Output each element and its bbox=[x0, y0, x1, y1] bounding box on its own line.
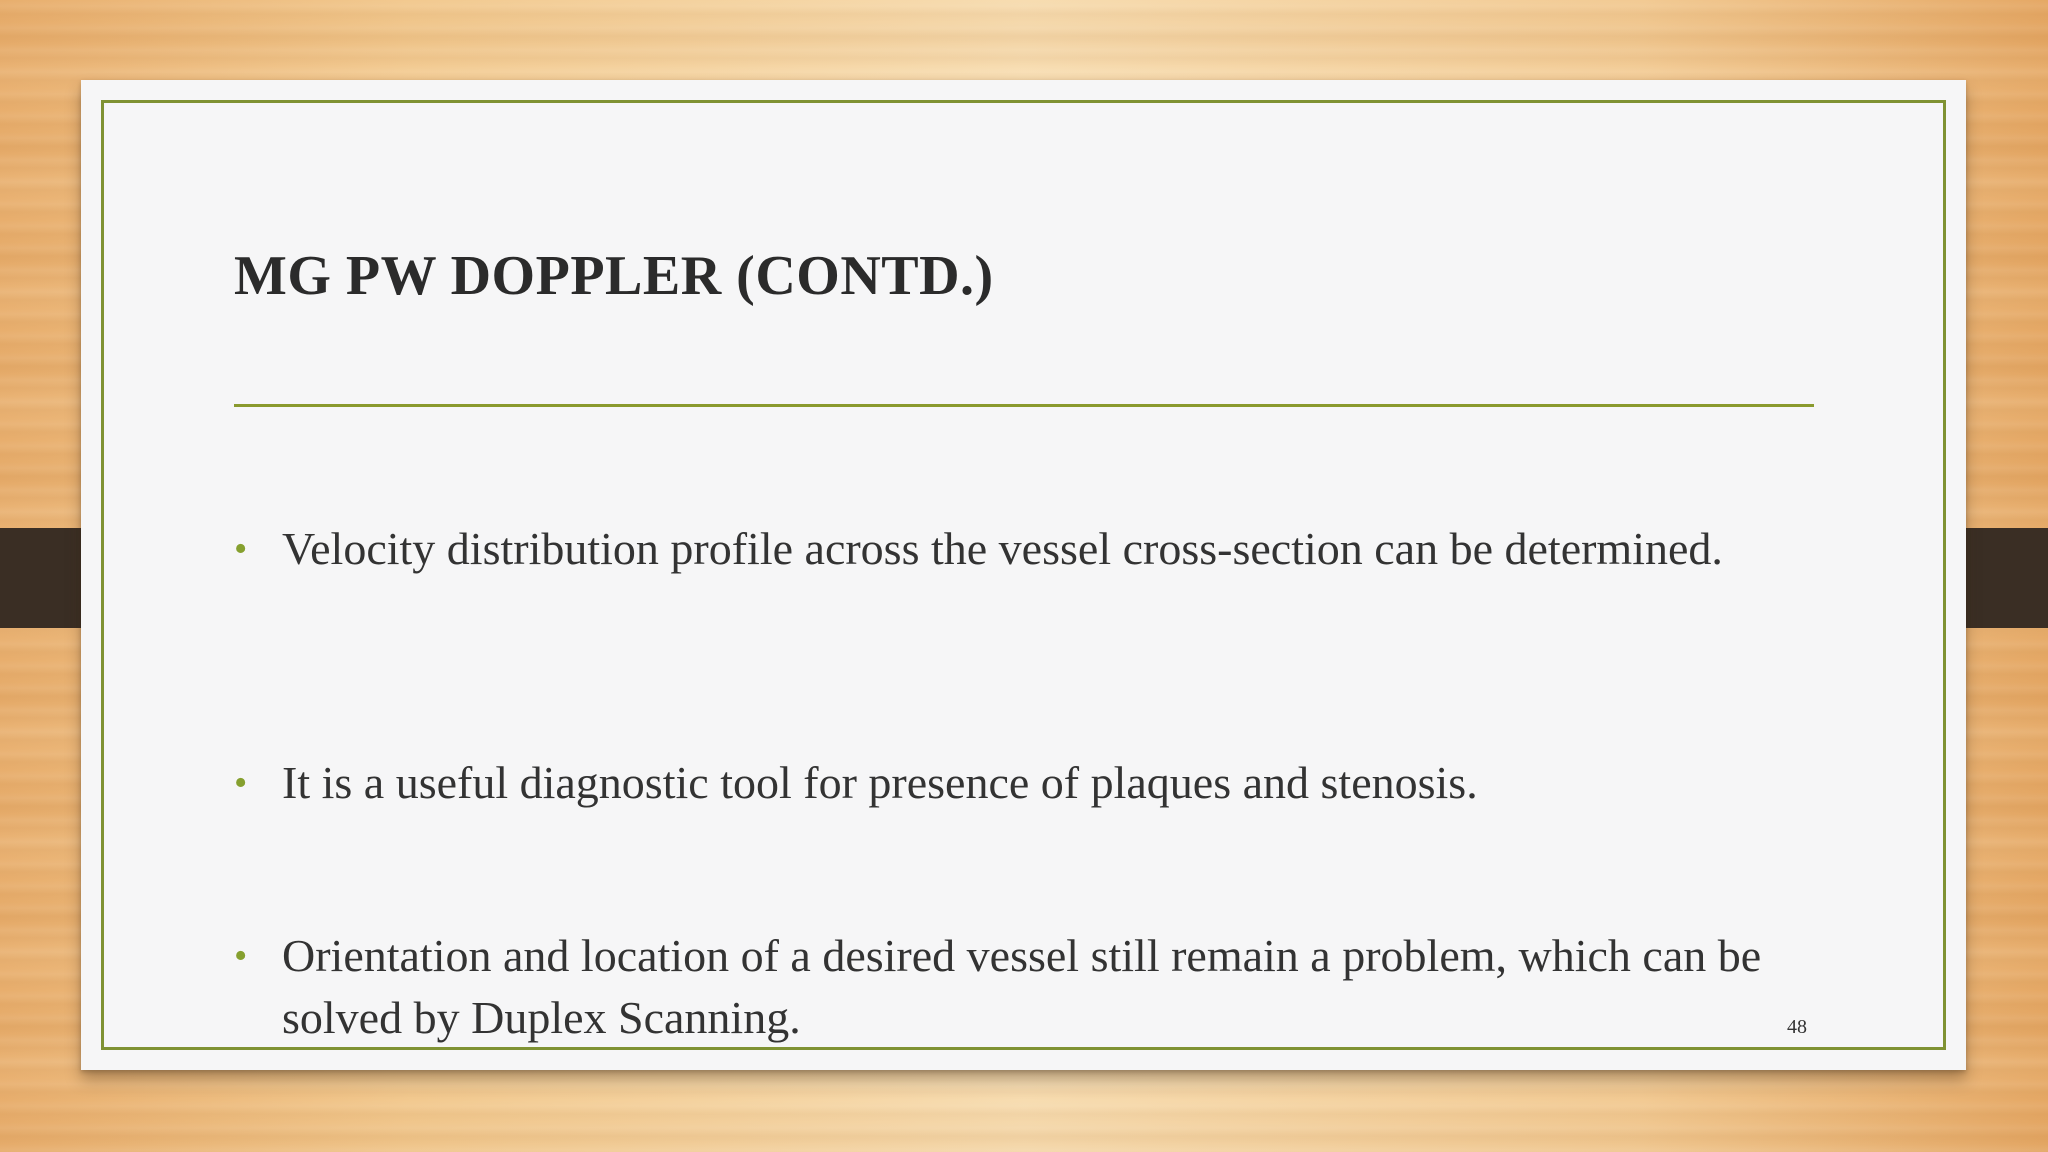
bullet-icon: • bbox=[234, 528, 248, 570]
bullet-text: Velocity distribution profile across the vessel cross-section can be determined. bbox=[282, 523, 1723, 574]
bullet-item bbox=[234, 925, 1834, 1049]
bullet-text: Orientation and location of a desired vessel still remain a problem, which can be solved by Duplex Scanning. bbox=[282, 930, 1762, 1043]
bullet-icon: • bbox=[234, 935, 248, 977]
slide-title: MG PW DOPPLER (CONTD.) bbox=[234, 245, 994, 307]
bullet-item bbox=[234, 752, 1834, 814]
page-number: 48 bbox=[1787, 1016, 1807, 1038]
bullet-text: It is a useful diagnostic tool for presence of plaques and stenosis. bbox=[282, 757, 1478, 808]
title-divider bbox=[234, 404, 1814, 407]
slide bbox=[81, 80, 1966, 1070]
bullet-icon: • bbox=[234, 762, 248, 804]
bullet-item bbox=[234, 518, 1834, 580]
